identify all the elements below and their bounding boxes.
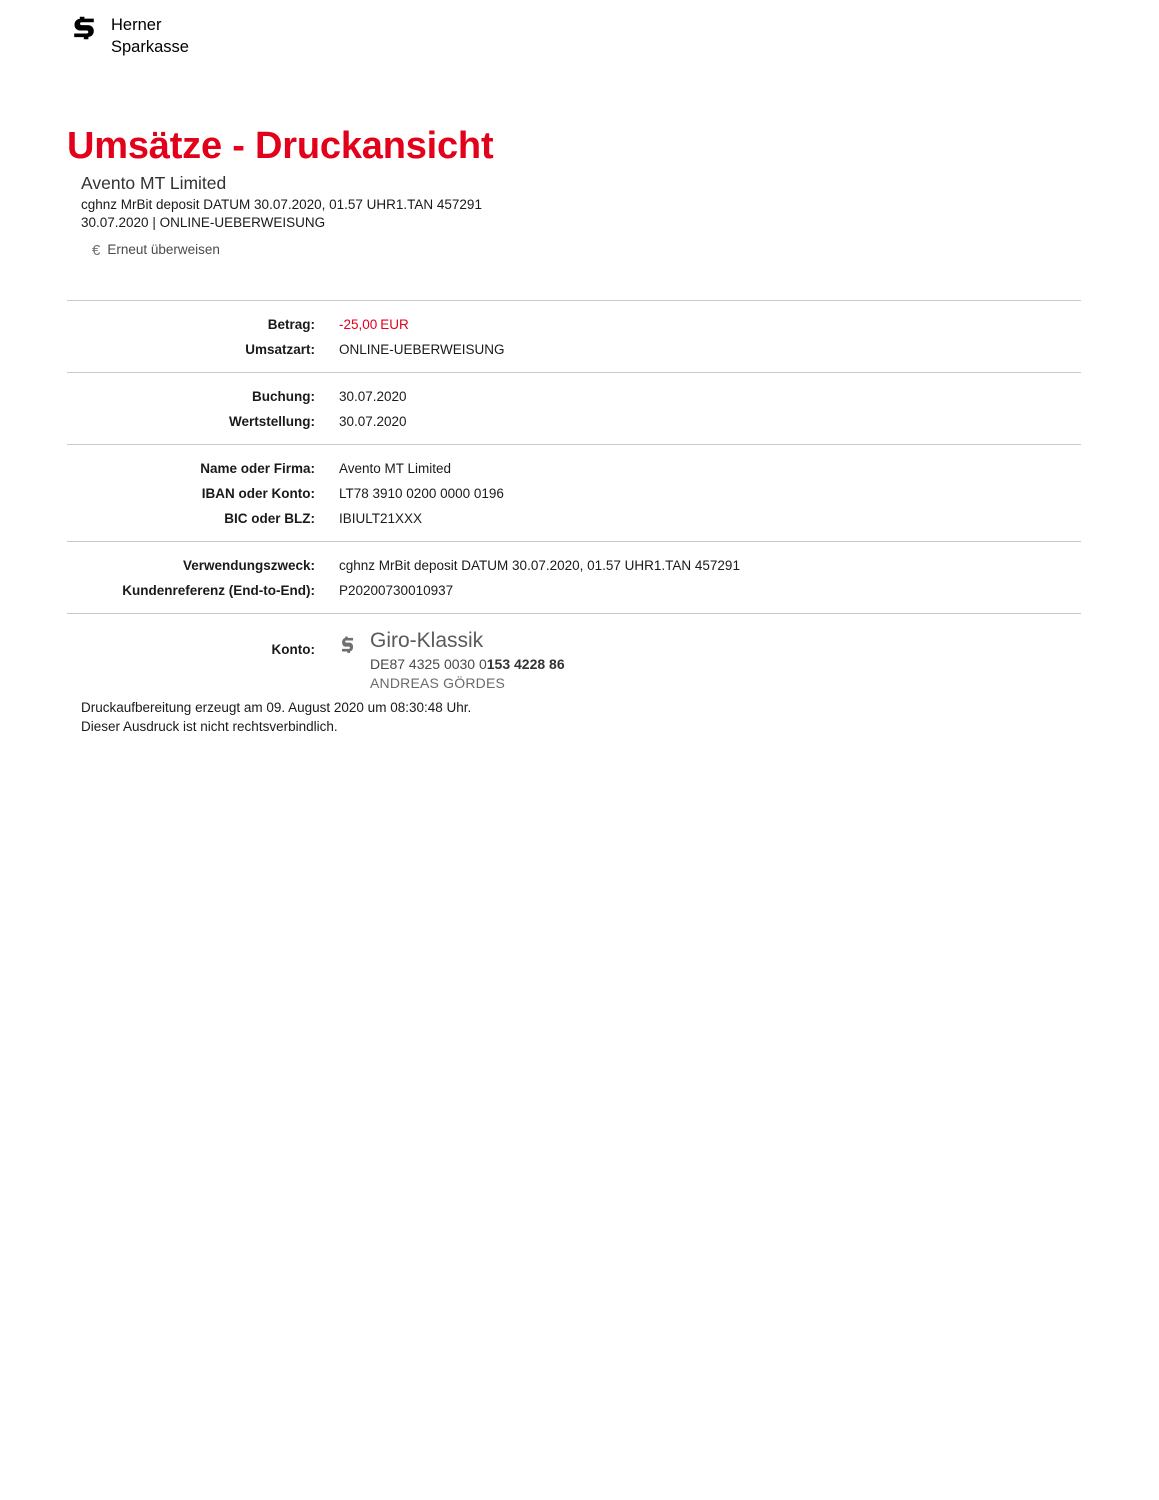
date-and-type-line: 30.07.2020 | ONLINE-UEBERWEISUNG — [81, 215, 326, 230]
detail-value: cghnz MrBit deposit DATUM 30.07.2020, 01.57 UHR1.TAN 457291 — [339, 558, 740, 573]
detail-row — [67, 506, 1081, 531]
account-label: Konto: — [271, 642, 315, 657]
sparkasse-s-icon — [69, 16, 99, 46]
transaction-summary — [81, 172, 1081, 257]
detail-row — [67, 337, 1081, 362]
detail-row — [67, 384, 1081, 409]
detail-label: Kundenreferenz (End-to-End): — [122, 583, 315, 598]
account-product-name: Giro-Klassik — [370, 629, 484, 652]
detail-label: Umsatzart: — [245, 342, 315, 357]
detail-group-dates — [67, 372, 1081, 444]
transfer-again-label: Erneut überweisen — [107, 242, 220, 257]
page-title: Umsätze - Druckansicht — [67, 125, 494, 168]
detail-label: Name oder Firma: — [200, 461, 315, 476]
purpose-line: cghnz MrBit deposit DATUM 30.07.2020, 01.57 UHR1.TAN 457291 — [81, 197, 482, 212]
account-iban-suffix: 153 4228 86 — [486, 656, 565, 672]
detail-group-reference — [67, 541, 1081, 614]
account-iban-prefix: DE87 4325 0030 0 — [370, 656, 487, 672]
detail-value: LT78 3910 0200 0000 0196 — [339, 486, 504, 501]
bank-name-line1: Herner — [111, 16, 162, 34]
sparkasse-s-icon — [339, 636, 356, 658]
transaction-details — [67, 300, 1081, 711]
account-block — [67, 614, 1081, 711]
detail-value: IBIULT21XXX — [339, 511, 423, 526]
detail-value: Avento MT Limited — [339, 461, 452, 476]
detail-value: 30.07.2020 — [339, 389, 407, 404]
transfer-again-link[interactable] — [92, 242, 1081, 257]
detail-row — [67, 456, 1081, 481]
detail-label: IBAN oder Konto: — [201, 486, 315, 501]
detail-row — [67, 578, 1081, 603]
detail-row — [67, 409, 1081, 434]
detail-value: ONLINE-UEBERWEISUNG — [339, 342, 505, 357]
detail-value: 30.07.2020 — [339, 414, 407, 429]
bank-logo — [69, 14, 189, 58]
counterparty-name: Avento MT Limited — [81, 173, 227, 193]
bank-name-line2: Sparkasse — [111, 38, 189, 56]
print-timestamp: Druckaufbereitung erzeugt am 09. August 2020 um 08:30:48 Uhr. — [81, 700, 472, 715]
detail-group-counterparty — [67, 444, 1081, 541]
detail-row — [67, 553, 1081, 578]
euro-icon: € — [92, 242, 101, 259]
detail-label: Wertstellung: — [228, 414, 315, 429]
detail-label: Verwendungszweck: — [182, 558, 315, 573]
detail-label: Betrag: — [267, 317, 315, 332]
detail-label: Buchung: — [252, 389, 315, 404]
amount-value — [339, 315, 1081, 334]
detail-value: P20200730010937 — [339, 583, 454, 598]
bank-name — [111, 14, 189, 58]
account-owner: ANDREAS GÖRDES — [370, 675, 506, 691]
amount-number: -25,00 — [339, 317, 378, 332]
detail-row — [67, 312, 1081, 337]
account-card — [339, 628, 565, 693]
detail-group-amount — [67, 300, 1081, 372]
print-footer — [81, 698, 471, 736]
print-disclaimer: Dieser Ausdruck ist nicht rechtsverbindlich. — [81, 719, 338, 734]
account-iban — [370, 655, 565, 674]
amount-currency: EUR — [380, 317, 409, 332]
detail-row — [67, 481, 1081, 506]
detail-label: BIC oder BLZ: — [224, 511, 315, 526]
